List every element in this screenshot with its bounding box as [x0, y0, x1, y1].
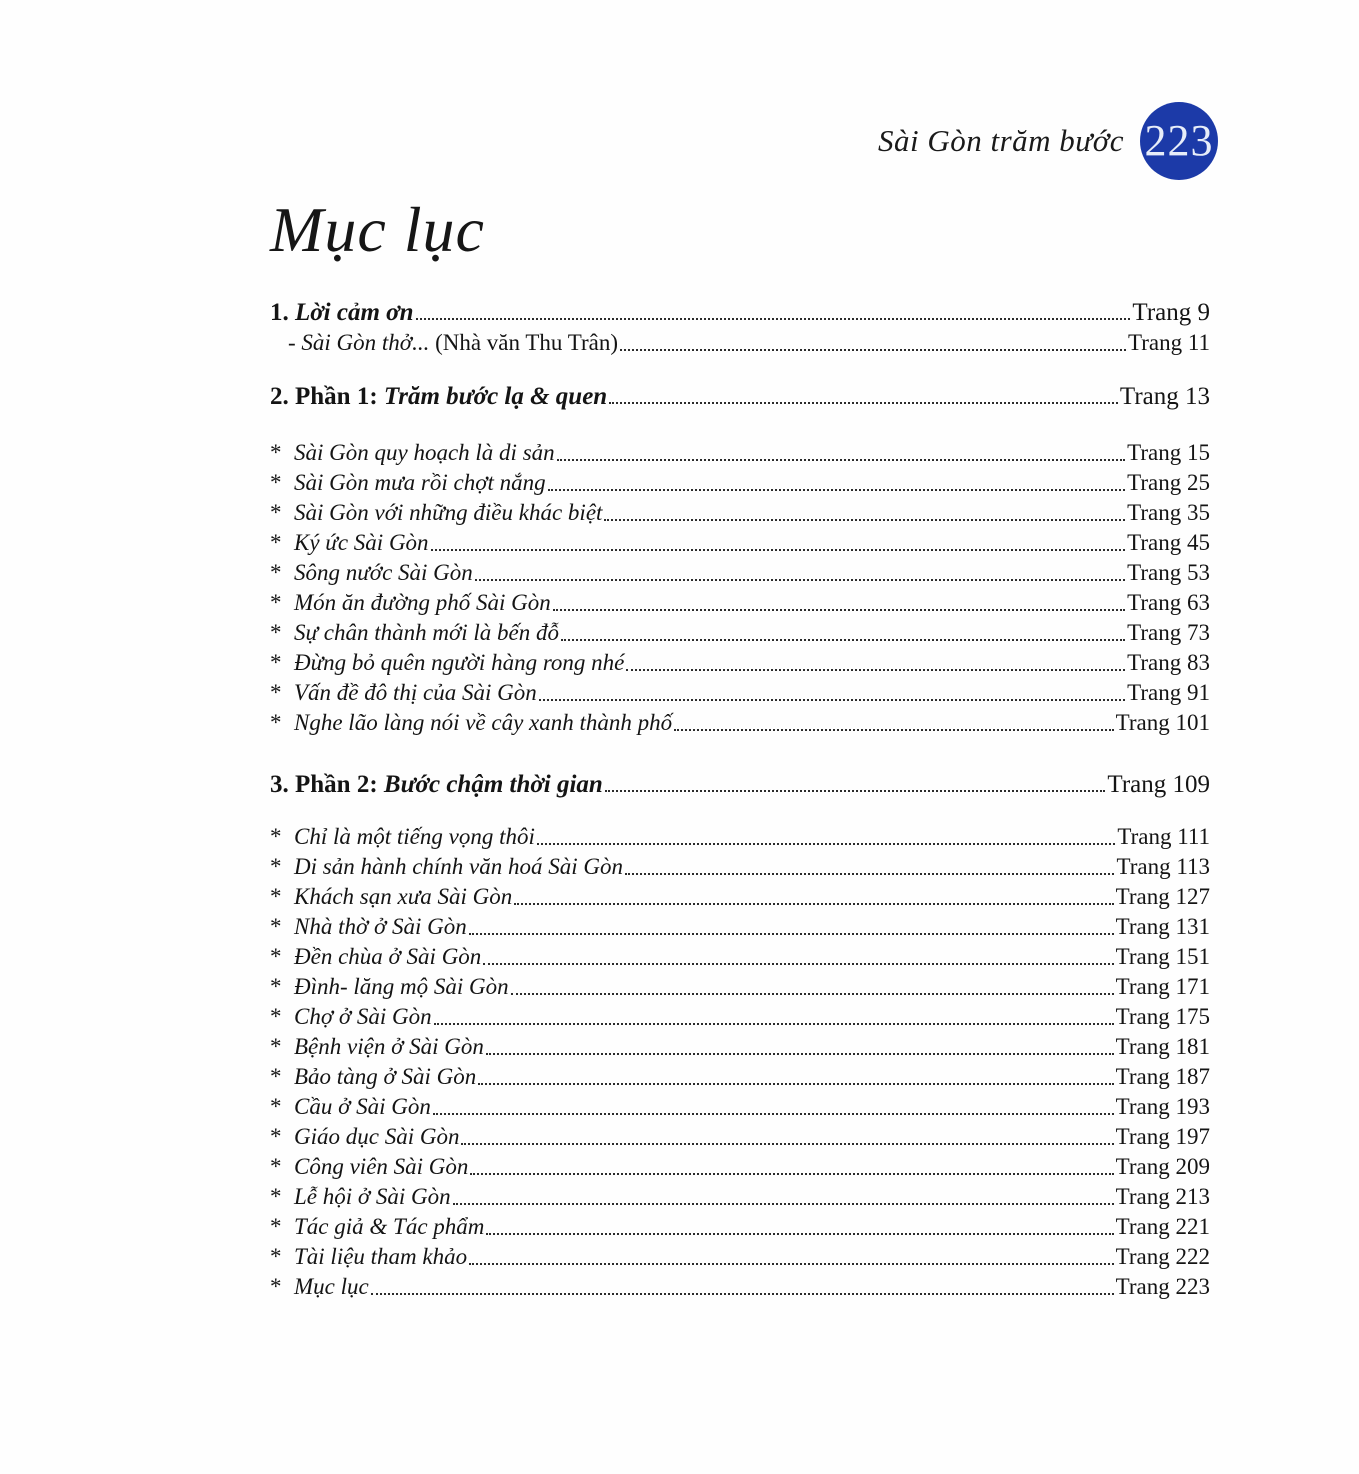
toc-heading-number: 2. Phần 1:: [270, 383, 384, 410]
toc-item: [270, 648, 1210, 678]
toc-item-bullet: *: [270, 440, 282, 465]
toc-item-bullet: *: [270, 1274, 282, 1299]
toc-part1-items: [270, 438, 1210, 738]
dot-leader: [371, 1293, 1114, 1295]
dot-leader: [609, 402, 1118, 404]
toc-item-label: Giáo dục Sài Gòn: [294, 1124, 460, 1149]
toc-item-bullet: *: [270, 590, 282, 615]
toc-item: [270, 438, 1210, 468]
toc-part2-items: [270, 822, 1210, 1302]
dot-leader: [604, 519, 1125, 521]
toc-page-ref: Trang 113: [1116, 854, 1210, 879]
toc-item-bullet: *: [270, 710, 282, 735]
dot-leader: [486, 1053, 1114, 1055]
toc-item-bullet: *: [270, 1154, 282, 1179]
toc-item: [270, 1122, 1210, 1152]
toc-item-bullet: *: [270, 914, 282, 939]
toc-page-ref: Trang 13: [1119, 383, 1210, 410]
dot-leader: [625, 873, 1114, 875]
toc-item-label: Mục lục: [294, 1274, 369, 1299]
toc-item-bullet: *: [270, 530, 282, 555]
toc-item-bullet: *: [270, 680, 282, 705]
toc-item-label: Cầu ở Sài Gòn: [294, 1094, 431, 1119]
dot-leader: [470, 1173, 1113, 1175]
page-number: 223: [1144, 116, 1214, 165]
toc-item: [270, 1182, 1210, 1212]
toc-heading-part2: [270, 770, 1210, 800]
toc-item: [270, 852, 1210, 882]
toc-item-label: Tác giả & Tác phẩm: [294, 1214, 485, 1239]
running-header: [878, 102, 1218, 180]
dot-leader: [553, 609, 1125, 611]
dot-leader: [605, 790, 1106, 792]
dot-leader: [557, 459, 1125, 461]
dot-leader: [486, 1233, 1113, 1235]
toc-item-bullet: *: [270, 854, 282, 879]
toc-item-label: Đền chùa ở Sài Gòn: [294, 944, 482, 969]
toc-item: [270, 1032, 1210, 1062]
dot-leader: [561, 639, 1125, 641]
dot-leader: [514, 903, 1113, 905]
toc-page-ref: Trang 151: [1115, 944, 1210, 969]
toc-item-label: Vấn đề đô thị của Sài Gòn: [294, 680, 537, 705]
toc-page-ref: Trang 109: [1107, 771, 1210, 798]
toc-item-label: Tài liệu tham khảo: [294, 1244, 468, 1269]
toc-item: [270, 1272, 1210, 1302]
toc-page-ref: Trang 127: [1115, 884, 1210, 909]
dot-leader: [626, 669, 1125, 671]
toc-heading-label: Trăm bước lạ & quen: [383, 383, 608, 410]
dot-leader: [537, 843, 1115, 845]
toc-item-label: Đình- lăng mộ Sài Gòn: [294, 974, 509, 999]
toc-item-label: Khách sạn xưa Sài Gòn: [294, 884, 513, 909]
toc-item-label: Bảo tàng ở Sài Gòn: [294, 1064, 477, 1089]
toc-item: [270, 912, 1210, 942]
toc-item-label: Công viên Sài Gòn: [294, 1154, 469, 1179]
dot-leader: [416, 318, 1131, 320]
toc-heading-label: Lời cảm ơn: [295, 299, 414, 326]
toc-page-ref: Trang 11: [1127, 330, 1210, 355]
toc-subitem-sai-gon-tho: [270, 328, 1210, 358]
toc-page-ref: Trang 9: [1132, 299, 1210, 326]
toc-page-ref: Trang 15: [1127, 440, 1210, 465]
toc-item-bullet: *: [270, 1004, 282, 1029]
toc-item-label: Sài Gòn mưa rồi chợt nắng: [294, 470, 546, 495]
toc-page-ref: Trang 221: [1115, 1214, 1210, 1239]
table-of-contents: [270, 298, 1210, 1302]
toc-item-bullet: *: [270, 974, 282, 999]
toc-item-bullet: *: [270, 1124, 282, 1149]
toc-item-label: Lễ hội ở Sài Gòn: [294, 1184, 451, 1209]
toc-item: [270, 1092, 1210, 1122]
toc-item-bullet: *: [270, 470, 282, 495]
toc-item: [270, 942, 1210, 972]
toc-heading-label: Bước chậm thời gian: [383, 771, 603, 798]
toc-item-label: Sài Gòn quy hoạch là di sản: [294, 440, 555, 465]
toc-item-label: Nghe lão làng nói về cây xanh thành phố: [294, 710, 673, 735]
toc-item: [270, 618, 1210, 648]
toc-item: [270, 972, 1210, 1002]
toc-item: [270, 468, 1210, 498]
toc-item: [270, 1212, 1210, 1242]
toc-page-ref: Trang 175: [1115, 1004, 1210, 1029]
running-head-book-title: Sài Gòn trăm bước: [877, 123, 1124, 158]
dot-leader: [539, 699, 1125, 701]
toc-page-ref: Trang 45: [1127, 530, 1210, 555]
toc-item-label: Sự chân thành mới là bến đỗ: [294, 620, 560, 645]
toc-item-label: Di sản hành chính văn hoá Sài Gòn: [294, 854, 624, 879]
toc-heading-number: 3. Phần 2:: [270, 771, 384, 798]
toc-page-ref: Trang 222: [1115, 1244, 1210, 1269]
toc-page-ref: Trang 35: [1127, 500, 1210, 525]
toc-item: [270, 588, 1210, 618]
dot-leader: [674, 729, 1113, 731]
toc-item-bullet: *: [270, 500, 282, 525]
toc-subitem-label-italic: - Sài Gòn thở...: [288, 330, 436, 355]
toc-item-bullet: *: [270, 620, 282, 645]
toc-page-ref: Trang 25: [1127, 470, 1210, 495]
toc-page-ref: Trang 171: [1115, 974, 1210, 999]
dot-leader: [469, 1263, 1114, 1265]
dot-leader: [469, 933, 1114, 935]
toc-item-label: Đừng bỏ quên người hàng rong nhé: [294, 650, 625, 675]
toc-page-ref: Trang 101: [1115, 710, 1210, 735]
toc-item-label: Ký ức Sài Gòn: [294, 530, 429, 555]
toc-item: [270, 822, 1210, 852]
toc-heading-acknowledgement: [270, 298, 1210, 328]
dot-leader: [548, 489, 1126, 491]
toc-subitem-label-plain: (Nhà văn Thu Trân): [435, 330, 618, 355]
toc-item-bullet: *: [270, 560, 282, 585]
toc-item-bullet: *: [270, 1184, 282, 1209]
dot-leader: [433, 1113, 1114, 1115]
toc-page-ref: Trang 91: [1127, 680, 1210, 705]
toc-item: [270, 882, 1210, 912]
toc-page-ref: Trang 193: [1115, 1094, 1210, 1119]
toc-item-bullet: *: [270, 884, 282, 909]
toc-page-ref: Trang 111: [1117, 824, 1210, 849]
toc-page-ref: Trang 63: [1127, 590, 1210, 615]
dot-leader: [483, 963, 1113, 965]
toc-item: [270, 1002, 1210, 1032]
toc-heading-part1: [270, 382, 1210, 412]
dot-leader: [431, 549, 1126, 551]
toc-item: [270, 708, 1210, 738]
toc-item-bullet: *: [270, 824, 282, 849]
toc-item-label: Sài Gòn với những điều khác biệt: [294, 500, 603, 525]
toc-page-ref: Trang 131: [1115, 914, 1210, 939]
toc-item-bullet: *: [270, 1064, 282, 1089]
toc-item-bullet: *: [270, 944, 282, 969]
toc-item-label: Chỉ là một tiếng vọng thôi: [294, 824, 535, 849]
toc-page-ref: Trang 73: [1127, 620, 1210, 645]
toc-page-ref: Trang 53: [1127, 560, 1210, 585]
toc-item-bullet: *: [270, 1244, 282, 1269]
toc-item-bullet: *: [270, 1214, 282, 1239]
dot-leader: [461, 1143, 1113, 1145]
toc-page-ref: Trang 213: [1115, 1184, 1210, 1209]
toc-page-ref: Trang 209: [1115, 1154, 1210, 1179]
toc-page-ref: Trang 223: [1115, 1274, 1210, 1299]
toc-item-bullet: *: [270, 1034, 282, 1059]
toc-item-label: Bệnh viện ở Sài Gòn: [294, 1034, 484, 1059]
toc-page-ref: Trang 83: [1127, 650, 1210, 675]
toc-item: [270, 678, 1210, 708]
toc-page-ref: Trang 187: [1115, 1064, 1210, 1089]
toc-page-ref: Trang 181: [1115, 1034, 1210, 1059]
toc-page-ref: Trang 197: [1115, 1124, 1210, 1149]
page-title: Mục lục: [270, 194, 485, 265]
toc-item: [270, 498, 1210, 528]
dot-leader: [620, 349, 1126, 351]
toc-item-label: Chợ ở Sài Gòn: [294, 1004, 432, 1029]
dot-leader: [475, 579, 1125, 581]
toc-item-label: Sông nước Sài Gòn: [294, 560, 473, 585]
toc-item: [270, 1242, 1210, 1272]
toc-item-label: Nhà thờ ở Sài Gòn: [294, 914, 467, 939]
dot-leader: [478, 1083, 1113, 1085]
toc-item-label: Món ăn đường phố Sài Gòn: [294, 590, 551, 615]
dot-leader: [434, 1023, 1114, 1025]
toc-item-bullet: *: [270, 1094, 282, 1119]
toc-item-bullet: *: [270, 650, 282, 675]
toc-item: [270, 1062, 1210, 1092]
toc-heading-number: 1.: [270, 299, 295, 326]
page-number-badge: [1140, 102, 1218, 180]
toc-item: [270, 558, 1210, 588]
dot-leader: [453, 1203, 1114, 1205]
dot-leader: [511, 993, 1114, 995]
toc-item: [270, 1152, 1210, 1182]
toc-item: [270, 528, 1210, 558]
